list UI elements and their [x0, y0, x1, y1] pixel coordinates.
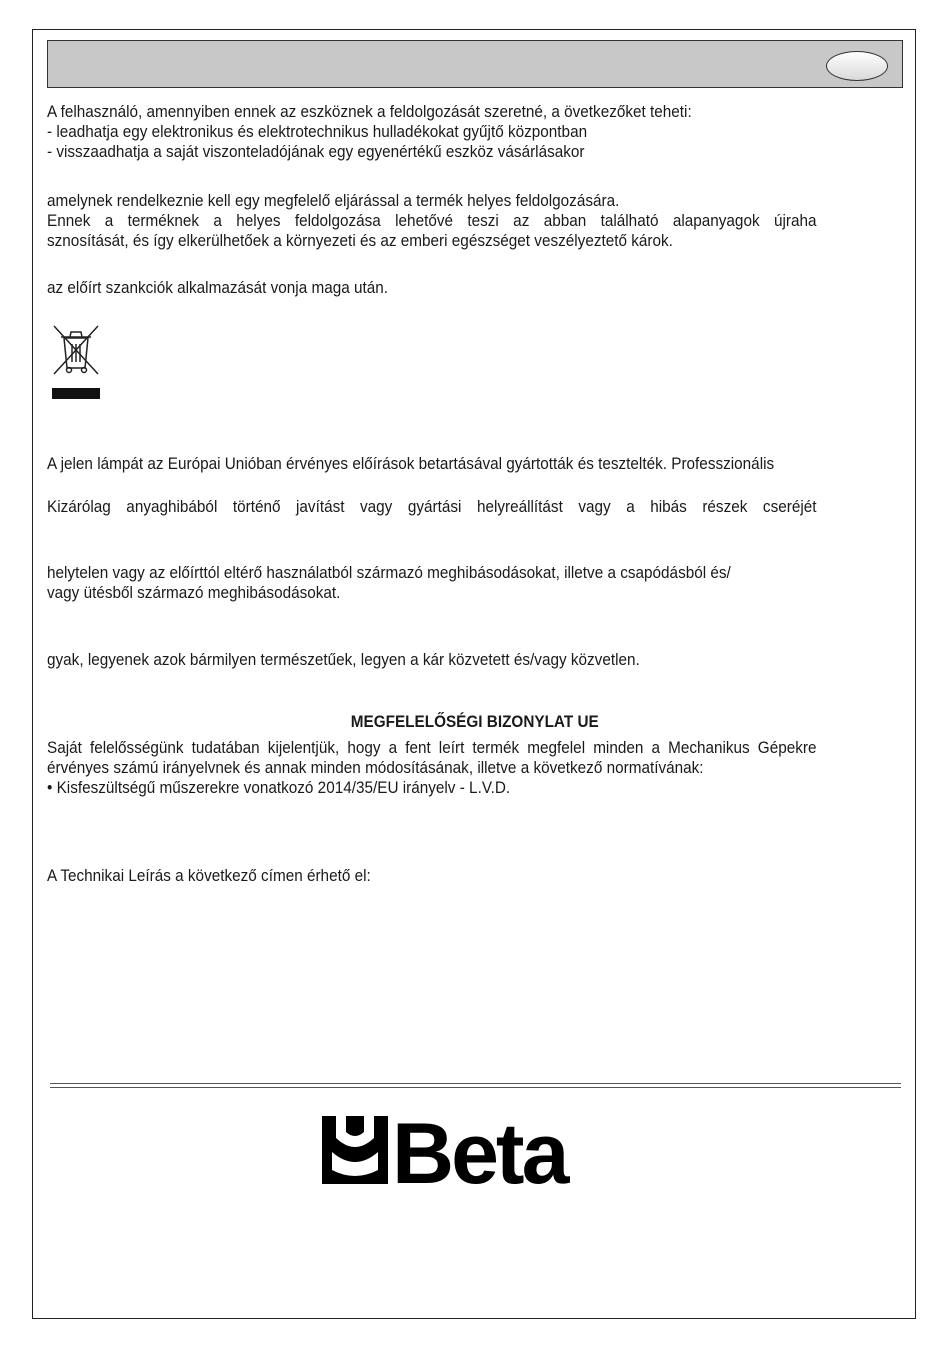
disposal-option-2: - visszaadhatja a saját viszonteladójának egy egyenértékű eszköz vásárlásakor: [47, 142, 585, 161]
divider-bottom: [50, 1087, 901, 1088]
beta-logo-text: Beta: [392, 1112, 567, 1188]
damage-text: gyak, legyenek azok bármilyen természetűek, legyen a kár közvetett és/vagy közvetlen.: [47, 650, 640, 669]
page-number-oval: [826, 51, 888, 81]
eu-compliance-text: A jelen lámpát az Európai Unióban érvényes előírások betartásával gyártották és tesztelték. Professzionális: [47, 454, 775, 473]
warranty-repair-text: Kizárólag anyaghibából történő javítást vagy gyártási helyreállítást vagy a hibás részek cseréjét: [47, 497, 817, 516]
technical-file-text: A Technikai Leírás a következő címen érhető el:: [47, 866, 371, 885]
disposal-option-1: - leadhatja egy elektronikus és elektrotechnikus hulladékokat gyűjtő központban: [47, 122, 588, 141]
sanctions-text: az előírt szankciók alkalmazását vonja maga után.: [47, 278, 389, 297]
declaration-line-1: Saját felelősségünk tudatában kijelentjük, hogy a fent leírt termék megfelel minden a Mechanikus Gépekre: [47, 738, 817, 757]
weee-bin-icon: [50, 322, 102, 400]
procedure-line-1: amelynek rendelkeznie kell egy megfelelő eljárással a termék helyes feldolgozására.: [47, 191, 620, 210]
misuse-line-2: vagy ütésből származó meghibásodásokat.: [47, 583, 341, 602]
declaration-title: MEGFELELŐSÉGI BIZONYLAT UE: [350, 712, 599, 731]
declaration-line-2: érvényes számú irányelvnek és annak minden módosításának, illetve a következő normatívának:: [47, 758, 704, 777]
misuse-line-1: helytelen vagy az előírttól eltérő használatból származó meghibásodásokat, illetve a csapódásból és/: [47, 563, 731, 582]
recycling-line-1: Ennek a terméknek a helyes feldolgozása lehetővé teszi az abban található alapanyagok újraha: [47, 211, 817, 230]
beta-logo: [322, 1112, 618, 1188]
divider-top: [50, 1083, 901, 1084]
disposal-intro: A felhasználó, amennyiben ennek az eszköznek a feldolgozását szeretné, a övetkezőket teheti:: [47, 102, 692, 121]
disposal-options: [47, 102, 817, 162]
declaration-line-3: • Kisfeszültségű műszerekre vonatkozó 2014/35/EU irányelv - L.V.D.: [47, 778, 511, 797]
header-bar: [47, 40, 903, 88]
recycling-line-2: sznosítását, és így elkerülhetőek a környezeti és az emberi egészséget veszélyeztető károk.: [47, 231, 673, 250]
disposal-procedure: [47, 191, 817, 211]
